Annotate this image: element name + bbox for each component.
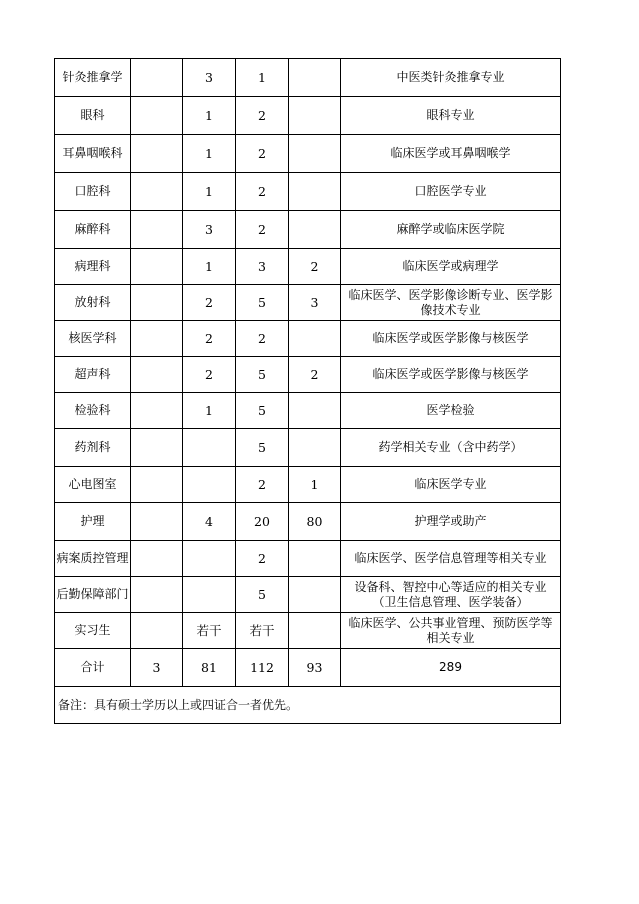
count-cell-2: 1 [183,393,236,429]
department-cell: 合计 [55,649,131,687]
table-row [55,285,561,321]
major-requirement-cell: 医学检验 [341,393,561,429]
major-requirement-cell: 护理学或助产 [341,503,561,541]
count-cell-2: 3 [183,211,236,249]
table-row [55,357,561,393]
department-cell: 后勤保障部门 [55,577,131,613]
count-cell-3: 2 [236,97,289,135]
department-cell: 病案质控管理 [55,541,131,577]
count-cell-1 [131,503,183,541]
count-cell-1 [131,393,183,429]
count-cell-3: 112 [236,649,289,687]
count-cell-4 [289,59,341,97]
major-requirement-cell: 设备科、智控中心等适应的相关专业（卫生信息管理、医学装备） [341,577,561,613]
table-row [55,135,561,173]
count-cell-1 [131,97,183,135]
table-row [55,211,561,249]
department-cell: 耳鼻咽喉科 [55,135,131,173]
count-cell-1 [131,59,183,97]
department-cell: 超声科 [55,357,131,393]
count-cell-2: 1 [183,135,236,173]
count-cell-2: 1 [183,97,236,135]
count-cell-1 [131,577,183,613]
table-row [55,393,561,429]
major-requirement-cell: 临床医学或耳鼻咽喉学 [341,135,561,173]
department-cell: 护理 [55,503,131,541]
count-cell-3: 2 [236,211,289,249]
count-cell-3: 20 [236,503,289,541]
count-cell-4 [289,173,341,211]
count-cell-3: 2 [236,321,289,357]
department-cell: 麻醉科 [55,211,131,249]
count-cell-1 [131,173,183,211]
table-row [55,577,561,613]
count-cell-3: 若干 [236,613,289,649]
table-row [55,321,561,357]
count-cell-2: 2 [183,357,236,393]
table-row [55,613,561,649]
table-row [55,249,561,285]
table-row [55,467,561,503]
total-row [55,649,561,687]
count-cell-3: 2 [236,135,289,173]
count-cell-2 [183,577,236,613]
count-cell-4 [289,211,341,249]
department-cell: 检验科 [55,393,131,429]
note-row [55,687,561,724]
department-cell: 放射科 [55,285,131,321]
count-cell-3: 5 [236,285,289,321]
major-requirement-cell: 临床医学、医学信息管理等相关专业 [341,541,561,577]
count-cell-4: 93 [289,649,341,687]
count-cell-2 [183,467,236,503]
major-requirement-cell: 临床医学专业 [341,467,561,503]
major-requirement-cell: 临床医学、医学影像诊断专业、医学影像技术专业 [341,285,561,321]
count-cell-4 [289,577,341,613]
count-cell-4 [289,97,341,135]
table-row [55,503,561,541]
major-requirement-cell: 眼科专业 [341,97,561,135]
major-requirement-cell: 口腔医学专业 [341,173,561,211]
major-requirement-cell: 临床医学、公共事业管理、预防医学等相关专业 [341,613,561,649]
table-row [55,59,561,97]
table-row [55,97,561,135]
major-requirement-cell: 麻醉学或临床医学院 [341,211,561,249]
table-row [55,429,561,467]
note-text: 备注：具有硕士学历以上或四证合一者优先。 [55,687,561,724]
department-cell: 针灸推拿学 [55,59,131,97]
count-cell-4 [289,135,341,173]
count-cell-2 [183,541,236,577]
department-cell: 实习生 [55,613,131,649]
recruitment-table [54,58,561,724]
count-cell-4: 2 [289,249,341,285]
count-cell-3: 3 [236,249,289,285]
count-cell-2: 2 [183,321,236,357]
count-cell-4 [289,321,341,357]
count-cell-1 [131,541,183,577]
table-row [55,173,561,211]
count-cell-3: 5 [236,577,289,613]
count-cell-4 [289,613,341,649]
count-cell-2: 若干 [183,613,236,649]
count-cell-1 [131,429,183,467]
count-cell-3: 5 [236,357,289,393]
table-body [55,59,561,724]
major-requirement-cell: 临床医学或医学影像与核医学 [341,357,561,393]
count-cell-3: 5 [236,429,289,467]
count-cell-4: 80 [289,503,341,541]
count-cell-1 [131,211,183,249]
count-cell-3: 2 [236,173,289,211]
count-cell-4 [289,541,341,577]
department-cell: 核医学科 [55,321,131,357]
department-cell: 口腔科 [55,173,131,211]
count-cell-1 [131,285,183,321]
count-cell-2: 81 [183,649,236,687]
count-cell-2: 3 [183,59,236,97]
count-cell-2: 2 [183,285,236,321]
count-cell-4: 1 [289,467,341,503]
count-cell-2: 1 [183,173,236,211]
department-cell: 眼科 [55,97,131,135]
count-cell-1: 3 [131,649,183,687]
count-cell-2: 1 [183,249,236,285]
count-cell-3: 2 [236,541,289,577]
count-cell-3: 2 [236,467,289,503]
count-cell-1 [131,613,183,649]
major-requirement-cell: 289 [341,649,561,687]
major-requirement-cell: 临床医学或病理学 [341,249,561,285]
department-cell: 药剂科 [55,429,131,467]
count-cell-1 [131,321,183,357]
count-cell-4: 2 [289,357,341,393]
count-cell-4 [289,393,341,429]
count-cell-3: 1 [236,59,289,97]
count-cell-4: 3 [289,285,341,321]
major-requirement-cell: 中医类针灸推拿专业 [341,59,561,97]
count-cell-1 [131,357,183,393]
major-requirement-cell: 临床医学或医学影像与核医学 [341,321,561,357]
count-cell-1 [131,249,183,285]
count-cell-3: 5 [236,393,289,429]
department-cell: 病理科 [55,249,131,285]
count-cell-1 [131,467,183,503]
count-cell-4 [289,429,341,467]
table-row [55,541,561,577]
department-cell: 心电图室 [55,467,131,503]
major-requirement-cell: 药学相关专业（含中药学） [341,429,561,467]
count-cell-2 [183,429,236,467]
count-cell-2: 4 [183,503,236,541]
count-cell-1 [131,135,183,173]
